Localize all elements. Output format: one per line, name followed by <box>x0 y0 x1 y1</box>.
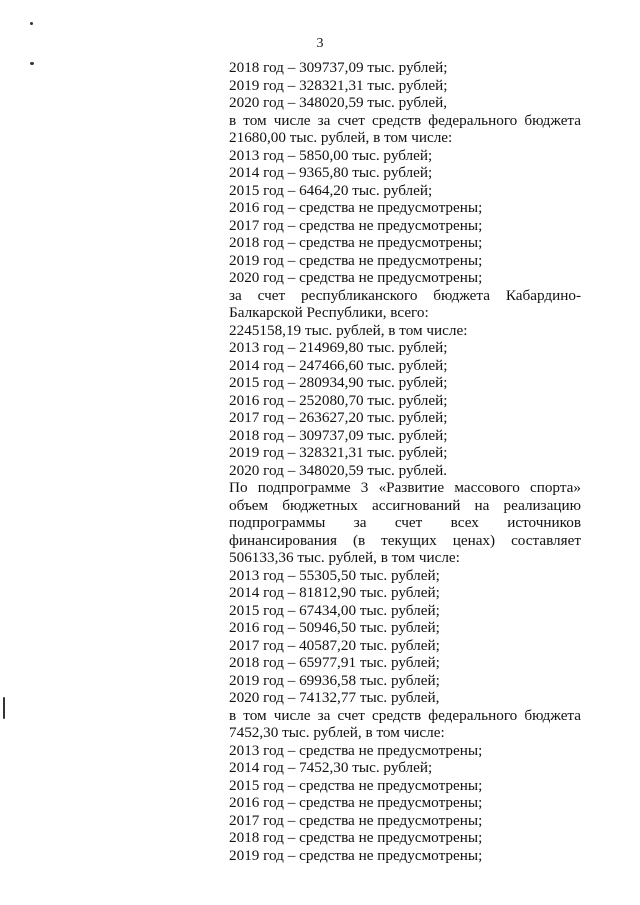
text-line: 2020 год – 74132,77 тыс. рублей, <box>229 689 440 706</box>
scan-speck <box>30 22 33 25</box>
text-line: 2018 год – 65977,91 тыс. рублей; <box>229 654 440 671</box>
text-line: 2018 год – 309737,09 тыс. рублей; <box>229 59 448 76</box>
text-line: 2018 год – средства не предусмотрены; <box>229 234 483 251</box>
text-line: 506133,36 тыс. рублей, в том числе: <box>229 549 460 566</box>
scan-speck <box>3 697 5 719</box>
text-line: 2015 год – 6464,20 тыс. рублей; <box>229 181 433 199</box>
text-line: 2016 год – 50946,50 тыс. рублей; <box>229 619 440 636</box>
text-line: 2013 год – 55305,50 тыс. рублей; <box>229 566 440 584</box>
text-line: 2016 год – 252080,70 тыс. рублей; <box>229 391 448 409</box>
text-line: 2013 год – средства не предусмотрены; <box>229 741 483 759</box>
text-line: за счет республиканского бюджета Кабардино- <box>229 286 581 304</box>
text-line: 2017 год – 40587,20 тыс. рублей; <box>229 636 440 654</box>
text-line: 2017 год – средства не предусмотрены; <box>229 811 483 829</box>
text-line: 2013 год – 214969,80 тыс. рублей; <box>229 339 448 356</box>
text-line: 2017 год – 263627,20 тыс. рублей; <box>229 409 448 426</box>
text-line: объем бюджетных ассигнований на реализацию <box>229 496 581 514</box>
text-line: в том числе за счет средств федерального бюджета <box>229 706 581 724</box>
text-line: 2020 год – 348020,59 тыс. рублей. <box>229 461 447 479</box>
text-line: 7452,30 тыс. рублей, в том числе: <box>229 724 445 741</box>
scan-speck <box>30 62 34 65</box>
text-line: 2245158,19 тыс. рублей, в том числе: <box>229 321 468 339</box>
text-line: финансирования (в текущих ценах) составляет <box>229 531 581 549</box>
text-line: 2015 год – 280934,90 тыс. рублей; <box>229 374 448 391</box>
body-text <box>229 59 581 864</box>
text-line: 2019 год – 328321,31 тыс. рублей; <box>229 444 448 461</box>
text-line: в том числе за счет средств федерального бюджета <box>229 111 581 129</box>
text-line: 2020 год – средства не предусмотрены; <box>229 269 483 286</box>
text-line: 2014 год – 81812,90 тыс. рублей; <box>229 584 440 601</box>
text-line: 2019 год – 328321,31 тыс. рублей; <box>229 76 448 94</box>
text-line: 21680,00 тыс. рублей, в том числе: <box>229 129 453 146</box>
text-line: 2020 год – 348020,59 тыс. рублей, <box>229 94 447 111</box>
text-line: 2015 год – средства не предусмотрены; <box>229 776 483 794</box>
text-line: Балкарской Республики, всего: <box>229 304 429 321</box>
text-line: По подпрограмме 3 «Развитие массового спорта» <box>229 479 581 496</box>
text-line: 2018 год – средства не предусмотрены; <box>229 829 483 846</box>
text-line: 2019 год – 69936,58 тыс. рублей; <box>229 671 440 689</box>
text-line: 2016 год – средства не предусмотрены; <box>229 794 483 811</box>
page-number: 3 <box>316 36 324 51</box>
text-line: подпрограммы за счет всех источников <box>229 514 581 531</box>
text-line: 2014 год – 9365,80 тыс. рублей; <box>229 164 433 181</box>
text-line: 2015 год – 67434,00 тыс. рублей; <box>229 601 440 619</box>
text-line: 2019 год – средства не предусмотрены; <box>229 251 483 269</box>
text-line: 2018 год – 309737,09 тыс. рублей; <box>229 426 448 444</box>
text-line: 2016 год – средства не предусмотрены; <box>229 199 483 216</box>
text-line: 2017 год – средства не предусмотрены; <box>229 216 483 234</box>
text-line: 2014 год – 7452,30 тыс. рублей; <box>229 759 433 776</box>
text-line: 2019 год – средства не предусмотрены; <box>229 846 483 864</box>
text-line: 2013 год – 5850,00 тыс. рублей; <box>229 146 433 164</box>
text-line: 2014 год – 247466,60 тыс. рублей; <box>229 356 448 374</box>
